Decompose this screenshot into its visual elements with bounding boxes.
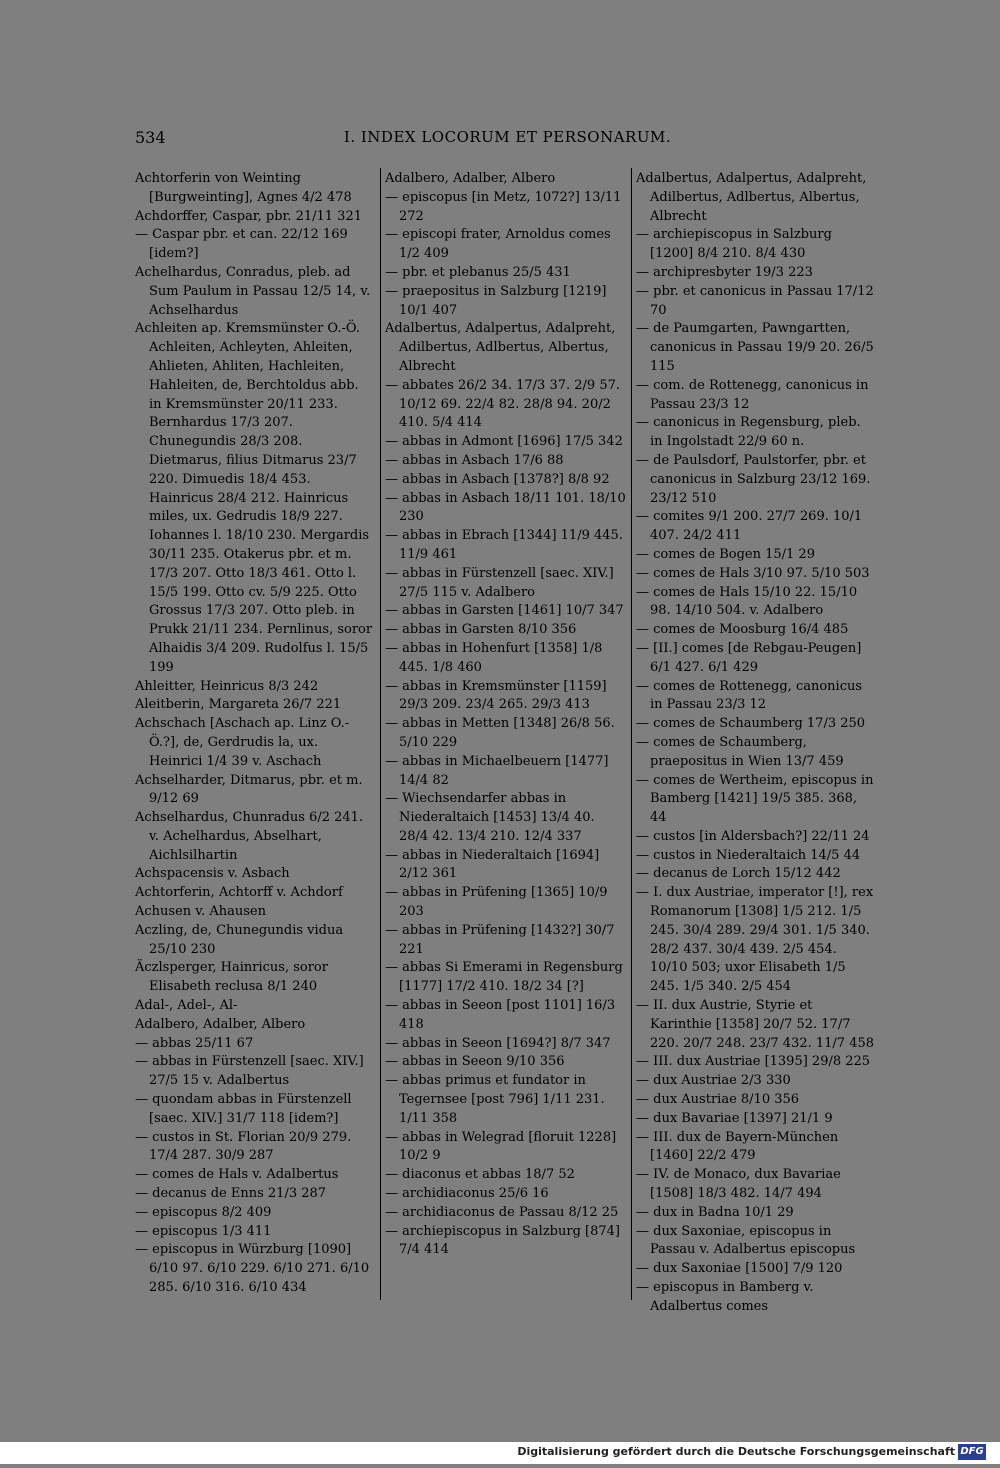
index-entry: — decanus de Enns 21/3 287 <box>135 1186 327 1202</box>
index-entry: Adalbertus, Adalpertus, Adalpreht, Adilbertus, Adlbertus, Albertus, Albrecht <box>385 321 616 374</box>
index-entry: — episcopus in Würzburg [1090] 6/10 97. 6/10 229. 6/10 271. 6/10 285. 6/10 316. 6/10 434 <box>135 1242 370 1296</box>
index-entry: — comes de Moosburg 16/4 485 <box>636 622 849 638</box>
index-entry: — III. dux Austriae [1395] 29/8 225 <box>636 1054 871 1070</box>
index-entry: — custos in Niederaltaich 14/5 44 <box>636 847 861 863</box>
index-entry: — abbas in Niederaltaich [1694] 2/12 361 <box>385 847 600 882</box>
index-entry: — abbas in Welegrad [floruit 1228] 10/2 9 <box>385 1129 617 1164</box>
index-entry: — decanus de Lorch 15/12 442 <box>636 866 841 882</box>
index-entry: — episcopi frater, Arnoldus comes 1/2 409 <box>385 227 611 262</box>
index-entry: — comes de Wertheim, episcopus in Bamberg [1421] 19/5 385. 368, 44 <box>636 772 874 826</box>
index-entry: Ahleitter, Heinricus 8/3 242 <box>135 678 319 694</box>
index-entry: — comes de Hals 3/10 97. 5/10 503 <box>636 565 870 581</box>
index-entry: — abbas primus et fundator in Tegernsee [post 796] 1/11 231. 1/11 358 <box>385 1073 605 1126</box>
column-divider <box>631 168 632 1300</box>
index-entry: — II. dux Austrie, Styrie et Karinthie [1358] 20/7 52. 17/7 220. 20/7 248. 23/7 432. 11/7 458 <box>636 998 875 1051</box>
index-entry: — praepositus in Salzburg [1219] 10/1 407 <box>385 283 607 318</box>
index-entry: — dux Austriae 2/3 330 <box>636 1073 791 1089</box>
index-entry: — abbas in Asbach 17/6 88 <box>385 452 564 468</box>
index-entry: — archipresbyter 19/3 223 <box>636 264 813 280</box>
index-entry: Aleitberin, Margareta 26/7 221 <box>135 697 342 713</box>
index-entry: Achleiten ap. Kremsmünster O.-Ö. Achleiten, Achleyten, Ahleiten, Ahlieten, Ahliten, Hachleiten, Hahleiten, de, Berchtoldus abb. in Kremsmünster 20/11 233. Bernhardus 17/3 207. Chunegundis 28/3 208. Dietmarus, filius Ditmarus 23/7 220. Dimuedis 18/4 453. Hainricus 28/4 212. Hainricus miles, ux. Gedrudis 18/9 227. Iohannes l. 18/10 230. Mergardis 30/11 235. Otakerus pbr. et m. 17/3 207. Otto 18/3 461. Otto l. 15/5 199. Otto cv. 5/9 225. Otto Grossus 17/3 207. Otto pleb. in Prukk 21/11 234. Pernlinus, soror Alhaidis 3/4 209. Rudolfus l. 15/5 199 <box>135 321 373 675</box>
index-column-2 <box>385 170 627 1260</box>
index-entry: — archiepiscopus in Salzburg [1200] 8/4 210. 8/4 430 <box>636 227 832 262</box>
index-entry: — comes de Rottenegg, canonicus in Passau 23/3 12 <box>636 678 863 713</box>
index-entry: — archidiaconus 25/6 16 <box>385 1186 549 1202</box>
index-entry: Adalbero, Adalber, Albero <box>385 171 556 186</box>
index-entry: Adal-, Adel-, Al- <box>135 998 238 1014</box>
index-entry: — abbas in Michaelbeuern [1477] 14/4 82 <box>385 753 609 788</box>
index-entry: Aczling, de, Chunegundis vidua 25/10 230 <box>135 922 344 957</box>
index-entry: — abbas in Fürstenzell [saec. XIV.] 27/5 15 v. Adalbertus <box>135 1054 364 1089</box>
index-entry: — [II.] comes [de Rebgau-Peugen] 6/1 427. 6/1 429 <box>636 640 862 675</box>
index-entry: — abbas in Prüfening [1432?] 30/7 221 <box>385 922 615 957</box>
index-entry: Achtorferin, Achtorff v. Achdorf <box>135 885 343 901</box>
index-entry: — abbas in Seeon [post 1101] 16/3 418 <box>385 998 616 1032</box>
index-entry: — pbr. et canonicus in Passau 17/12 70 <box>636 283 874 318</box>
index-entry: — abbas in Seeon 9/10 356 <box>385 1054 565 1070</box>
index-entry: — abbas in Garsten 8/10 356 <box>385 622 577 638</box>
index-entry: Achelhardus, Conradus, pleb. ad Sum Paulum in Passau 12/5 14, v. Achselhardus <box>135 264 371 318</box>
index-entry: — episcopus [in Metz, 1072?] 13/11 272 <box>385 189 622 224</box>
index-entry: — custos in St. Florian 20/9 279. 17/4 287. 30/9 287 <box>135 1129 352 1164</box>
index-entry: — abbas Si Emerami in Regensburg [1177] 17/2 410. 18/2 34 [?] <box>385 960 623 995</box>
index-entry: — abbas in Asbach [1378?] 8/8 92 <box>385 471 610 487</box>
index-entry: — I. dux Austriae, imperator [!], rex Romanorum [1308] 1/5 212. 1/5 245. 30/4 289. 29/4 301. 1/5 340. 28/2 437. 30/4 439. 2/5 454. 10/10 503; uxor Elisabeth 1/5 245. 1/5 340. 2/5 454 <box>636 885 874 995</box>
index-entry: — comites 9/1 200. 27/7 269. 10/1 407. 24/2 411 <box>636 509 863 544</box>
column-divider <box>380 168 381 1300</box>
index-entry: Adalbertus, Adalpertus, Adalpreht, Adilbertus, Adlbertus, Albertus, Albrecht <box>636 171 867 224</box>
index-entry: — comes de Hals v. Adalbertus <box>135 1167 339 1183</box>
index-entry: Achusen v. Ahausen <box>135 904 266 920</box>
index-entry: — de Paulsdorf, Paulstorfer, pbr. et canonicus in Salzburg 23/12 169. 23/12 510 <box>636 452 871 506</box>
dfg-logo: DFG <box>958 1444 986 1460</box>
index-entry: — comes de Hals 15/10 22. 15/10 98. 14/10 504. v. Adalbero <box>636 584 858 619</box>
page-header <box>135 128 880 152</box>
index-entry: — archiepiscopus in Salzburg [874] 7/4 414 <box>385 1223 621 1258</box>
index-entry: — archidiaconus de Passau 8/12 25 <box>385 1204 619 1220</box>
index-entry: — dux Saxoniae [1500] 7/9 120 <box>636 1261 843 1277</box>
index-entry: — abbas in Ebrach [1344] 11/9 445. 11/9 461 <box>385 528 623 562</box>
index-entry: — com. de Rottenegg, canonicus in Passau 23/3 12 <box>636 377 869 412</box>
index-entry: — abbas in Seeon [1694?] 8/7 347 <box>385 1035 611 1051</box>
index-entry: — abbates 26/2 34. 17/3 37. 2/9 57. 10/12 69. 22/4 82. 28/8 94. 20/2 410. 5/4 414 <box>385 377 620 431</box>
index-column-1 <box>135 170 375 1298</box>
running-title: I. INDEX LOCORUM ET PERSONARUM. <box>343 128 672 146</box>
index-entry: Achspacensis v. Asbach <box>135 866 290 882</box>
footer-bar <box>0 1442 1000 1464</box>
index-column-3 <box>636 170 876 1317</box>
index-entry: — episcopus 1/3 411 <box>135 1223 272 1239</box>
index-entry: — dux Bavariae [1397] 21/1 9 <box>636 1110 833 1126</box>
index-entry: — abbas in Prüfening [1365] 10/9 203 <box>385 885 608 920</box>
index-entry: Achselhardus, Chunradus 6/2 241. v. Achelhardus, Abselhart, Aichlsilhartin <box>135 810 364 863</box>
index-entry: — Wiechsendarfer abbas in Niederaltaich [1453] 13/4 40. 28/4 42. 13/4 210. 12/4 337 <box>385 791 595 844</box>
index-entry: Achselharder, Ditmarus, pbr. et m. 9/12 69 <box>135 772 363 807</box>
index-entry: Äczlsperger, Hainricus, soror Elisabeth reclusa 8/1 240 <box>135 960 328 995</box>
page-number: 534 <box>135 128 166 147</box>
funding-notice: Digitalisierung gefördert durch die Deutsche Forschungsgemeinschaft <box>517 1445 955 1458</box>
index-entry: — abbas in Kremsmünster [1159] 29/3 209. 23/4 265. 29/3 413 <box>385 678 607 713</box>
index-entry: — abbas in Fürstenzell [saec. XIV.] 27/5 115 v. Adalbero <box>385 565 614 600</box>
index-entry: — comes de Schaumberg, praepositus in Wien 13/7 459 <box>636 734 844 769</box>
index-entry: — dux Saxoniae, episcopus in Passau v. Adalbertus episcopus <box>636 1223 856 1258</box>
index-entry: Achschach [Aschach ap. Linz O.-Ö.?], de, Gerdrudis la, ux. Heinrici 1/4 39 v. Aschach <box>135 716 350 769</box>
index-entry: — dux Austriae 8/10 356 <box>636 1092 800 1108</box>
index-entry: — episcopus 8/2 409 <box>135 1204 272 1220</box>
index-entry: — comes de Bogen 15/1 29 <box>636 546 815 562</box>
index-entry: — abbas 25/11 67 <box>135 1035 254 1051</box>
index-entry: — diaconus et abbas 18/7 52 <box>385 1167 575 1183</box>
index-entry: — quondam abbas in Fürstenzell [saec. XIV.] 31/7 118 [idem?] <box>135 1092 352 1126</box>
index-entry: — abbas in Garsten [1461] 10/7 347 <box>385 603 624 619</box>
index-entry: — III. dux de Bayern-München [1460] 22/2 479 <box>636 1129 839 1164</box>
index-entry: — custos [in Aldersbach?] 22/11 24 <box>636 828 870 844</box>
index-entry: — abbas in Metten [1348] 26/8 56. 5/10 229 <box>385 716 615 750</box>
index-entry: — abbas in Asbach 18/11 101. 18/10 230 <box>385 490 626 525</box>
index-entry: — abbas in Hohenfurt [1358] 1/8 445. 1/8 460 <box>385 640 603 675</box>
index-entry: Achdorffer, Caspar, pbr. 21/11 321 <box>135 208 362 224</box>
index-entry: — comes de Schaumberg 17/3 250 <box>636 716 866 732</box>
index-entry: — episcopus in Bamberg v. Adalbertus comes <box>636 1280 814 1314</box>
index-entry: Adalbero, Adalber, Albero <box>135 1016 306 1032</box>
index-entry: — de Paumgarten, Pawngartten, canonicus in Passau 19/9 20. 26/5 115 <box>636 321 874 374</box>
index-entry: — Caspar pbr. et can. 22/12 169 [idem?] <box>135 227 348 262</box>
index-entry: — IV. de Monaco, dux Bavariae [1508] 18/3 482. 14/7 494 <box>636 1167 841 1202</box>
index-entry: Achtorferin von Weinting [Burgweinting], Agnes 4/2 478 <box>135 171 352 205</box>
index-entry: — abbas in Admont [1696] 17/5 342 <box>385 434 623 450</box>
index-entry: — pbr. et plebanus 25/5 431 <box>385 264 571 280</box>
index-entry: — canonicus in Regensburg, pleb. in Ingolstadt 22/9 60 n. <box>636 415 861 450</box>
index-entry: — dux in Badna 10/1 29 <box>636 1204 794 1220</box>
